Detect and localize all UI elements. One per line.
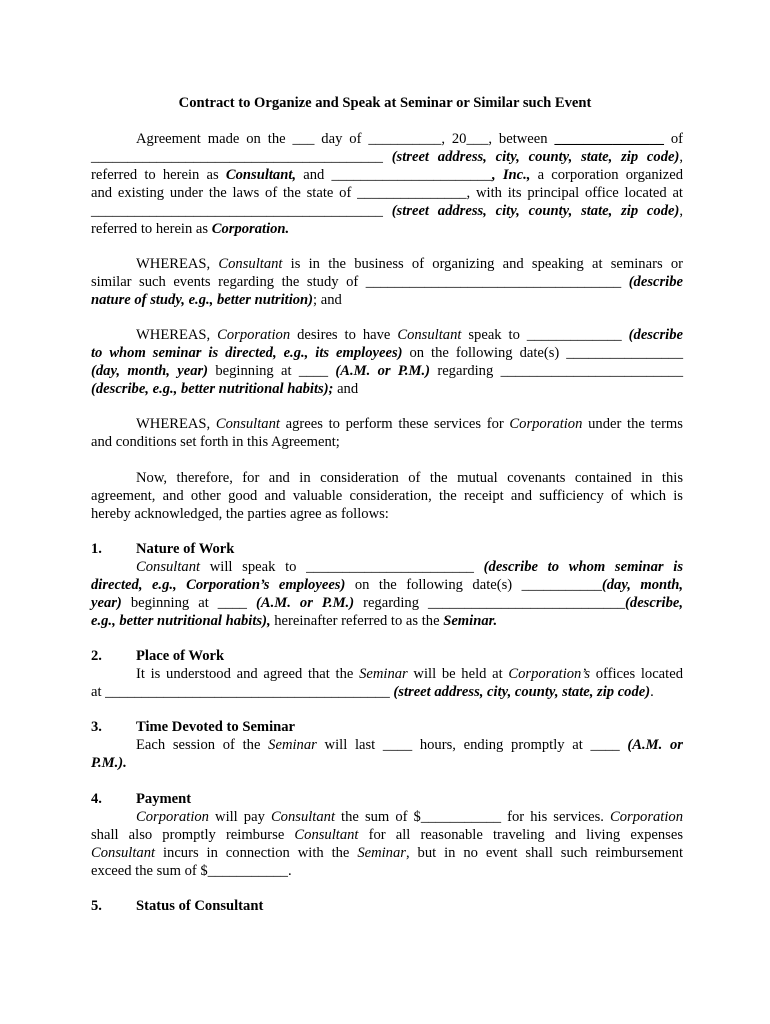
whereas-line: (day, month, year) beginning at ____ (A.M. or P.M.) regarding _________________________ bbox=[91, 363, 683, 379]
section-line: e.g., better nutritional habits), hereinafter referred to as the Seminar. bbox=[91, 613, 498, 629]
whereas-line: WHEREAS, Corporation desires to have Consultant speak to _____________ (describe bbox=[136, 327, 683, 343]
whereas-line: nature of study, e.g., better nutrition); and bbox=[91, 292, 342, 308]
section-line: Corporation will pay Consultant the sum of $___________ for his services. Corporation bbox=[136, 809, 683, 825]
intro-line: and existing under the laws of the state of _______________, with its principal office located at bbox=[91, 185, 683, 201]
section-1-heading: 1. Nature of Work bbox=[91, 541, 235, 557]
intro-line: ________________________________________ (street address, city, county, state, zip code), bbox=[91, 149, 683, 165]
whereas-consultant-agrees bbox=[91, 415, 683, 451]
section-line: P.M.). bbox=[91, 755, 127, 771]
agreement-intro-paragraph bbox=[91, 130, 683, 238]
section-line: Consultant incurs in connection with the Seminar, but in no event shall such reimbursement bbox=[91, 845, 683, 861]
section-2-heading: 2. Place of Work bbox=[91, 648, 225, 664]
document-title: Contract to Organize and Speak at Seminar or Similar such Event bbox=[178, 95, 592, 111]
intro-line: referred to herein as Corporation. bbox=[91, 221, 290, 237]
section-line: shall also promptly reimburse Consultant for all reasonable traveling and living expenses bbox=[91, 827, 683, 843]
now-line: Now, therefore, for and in consideration of the mutual covenants contained in this bbox=[136, 470, 683, 486]
whereas-corporation-desire bbox=[91, 326, 683, 398]
section-line: year) beginning at ____ (A.M. or P.M.) regarding ___________________________(describe, bbox=[91, 595, 683, 611]
section-5-heading: 5. Status of Consultant bbox=[91, 898, 264, 914]
whereas-line: (describe, e.g., better nutritional habits); and bbox=[91, 381, 359, 397]
whereas-line: WHEREAS, Consultant is in the business of organizing and speaking at seminars or bbox=[136, 256, 683, 272]
section-3-body bbox=[91, 736, 683, 772]
section-line: It is understood and agreed that the Seminar will be held at Corporation’s offices located bbox=[136, 666, 683, 682]
section-line: directed, e.g., Corporation’s employees) on the following date(s) ___________(day, month, bbox=[91, 577, 683, 593]
intro-line: referred to herein as Consultant, and ______________________, Inc., a corporation organized bbox=[91, 167, 683, 183]
now-therefore-paragraph bbox=[91, 469, 683, 523]
section-2-body bbox=[91, 665, 683, 701]
whereas-line: to whom seminar is directed, e.g., its employees) on the following date(s) ________________ bbox=[91, 345, 684, 361]
section-4-heading: 4. Payment bbox=[91, 791, 192, 807]
whereas-consultant-business bbox=[91, 255, 683, 309]
now-line: agreement, and other good and valuable consideration, the receipt and sufficiency of which is bbox=[91, 488, 683, 504]
whereas-line: WHEREAS, Consultant agrees to perform these services for Corporation under the terms bbox=[136, 416, 683, 432]
section-1-body bbox=[91, 558, 683, 630]
section-line: at _______________________________________ (street address, city, county, state, zip code). bbox=[91, 684, 654, 700]
whereas-line: similar such events regarding the study of ___________________________________ (describe bbox=[91, 274, 683, 290]
section-3-heading: 3. Time Devoted to Seminar bbox=[91, 719, 296, 735]
section-line: Consultant will speak to _______________________ (describe to whom seminar is bbox=[136, 559, 683, 575]
section-line: exceed the sum of $___________. bbox=[91, 863, 292, 879]
whereas-line: and conditions set forth in this Agreement; bbox=[91, 434, 340, 450]
section-4-body bbox=[91, 808, 683, 880]
now-line: hereby acknowledged, the parties agree as follows: bbox=[91, 506, 389, 522]
section-line: Each session of the Seminar will last ____ hours, ending promptly at ____ (A.M. or bbox=[136, 737, 683, 753]
intro-line: Agreement made on the ___ day of __________, 20___, between _______________ of bbox=[136, 131, 683, 147]
intro-line: ________________________________________ (street address, city, county, state, zip code), bbox=[91, 203, 683, 219]
